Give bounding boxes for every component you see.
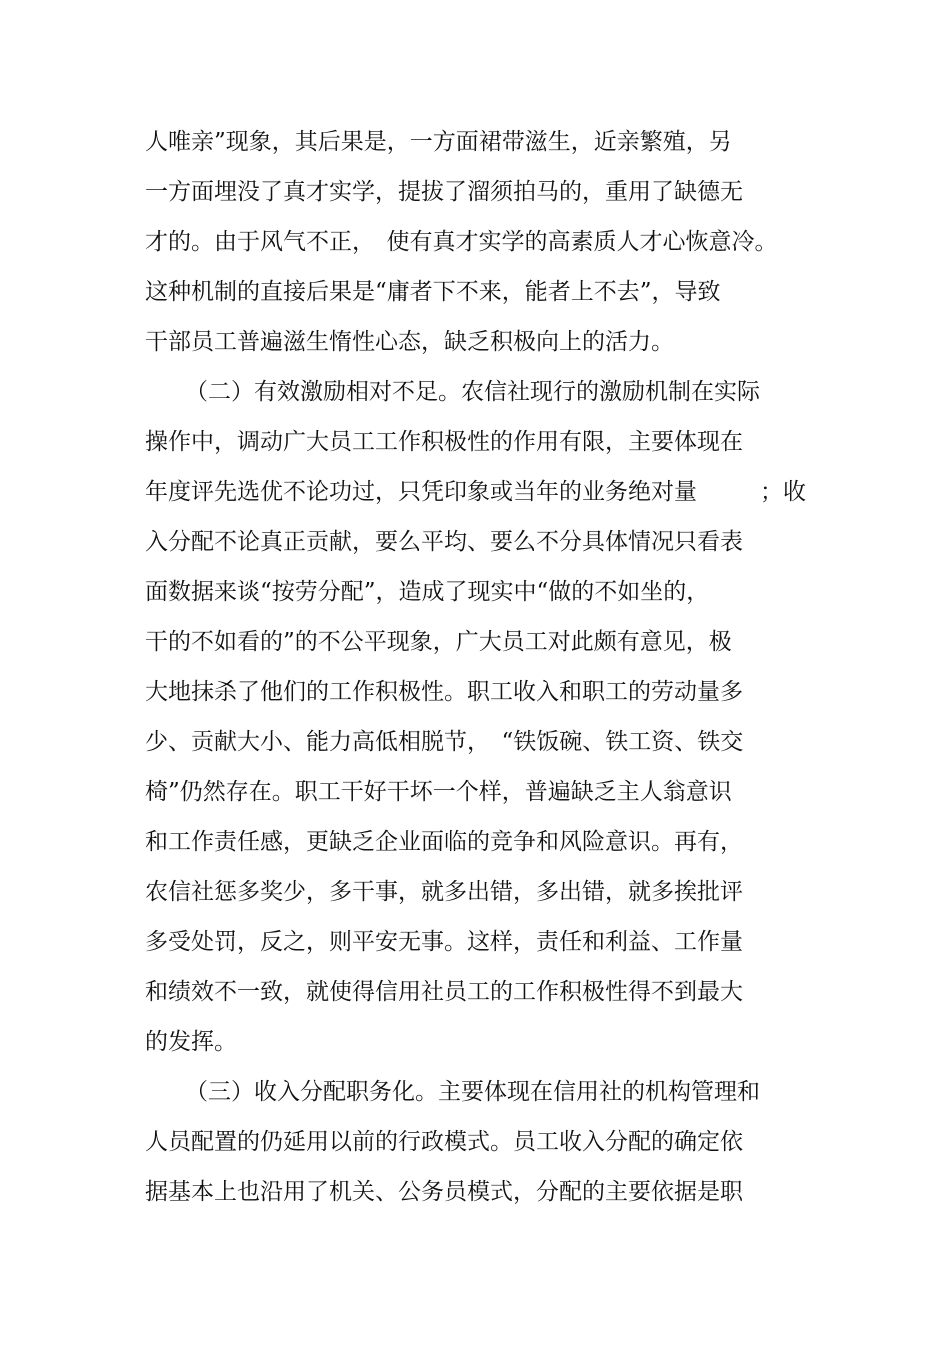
text-line: 一方面埋没了真才实学，提拔了溜须拍马的，重用了缺德无 bbox=[145, 179, 743, 205]
text-line: 的发挥。 bbox=[145, 1029, 237, 1055]
text-line: 这种机制的直接后果是“庸者下不来，能者上不去”，导致 bbox=[145, 279, 721, 305]
text-line: 干部员工普遍滋生惰性心态，缺乏积极向上的活力。 bbox=[145, 329, 674, 355]
text-line: 干的不如看的”的不公平现象，广大员工对此颇有意见，极 bbox=[145, 629, 732, 655]
text-line: 年度评先选优不论功过，只凭印象或当年的业务绝对量 bbox=[145, 479, 697, 505]
text-line: 农信社惩多奖少，多干事，就多出错，多出错，就多挨批评 bbox=[145, 879, 743, 905]
text-line: 大地抹杀了他们的工作积极性。职工收入和职工的劳动量多 bbox=[145, 679, 743, 705]
text-line: 人唯亲”现象，其后果是，一方面裙带滋生，近亲繁殖，另 bbox=[145, 129, 732, 155]
text-line: 面数据来谈“按劳分配”，造成了现实中“做的不如坐的， bbox=[145, 579, 710, 605]
text-line: 和工作责任感，更缺乏企业面临的竞争和风险意识。再有， bbox=[145, 829, 743, 855]
text-line: 多受处罚，反之，则平安无事。这样，责任和利益、工作量 bbox=[145, 929, 743, 955]
text-line: 椅”仍然存在。职工干好干坏一个样，普遍缺乏主人翁意识 bbox=[145, 779, 732, 805]
text-line: 人员配置的仍延用以前的行政模式。员工收入分配的确定依 bbox=[145, 1129, 743, 1155]
text-line: 据基本上也沿用了机关、公务员模式，分配的主要依据是职 bbox=[145, 1179, 743, 1205]
text-line: 操作中，调动广大员工工作积极性的作用有限，主要体现在 bbox=[145, 429, 743, 455]
text-line: 入分配不论真正贡献，要么平均、要么不分具体情况只看表 bbox=[145, 529, 743, 555]
section-heading-line: （三）收入分配职务化。主要体现在信用社的机构管理和 bbox=[185, 1079, 760, 1105]
text-line: 少、贡献大小、能力高低相脱节， “铁饭碗、铁工资、铁交 bbox=[145, 729, 744, 755]
text-line-tail: ；收 bbox=[760, 479, 806, 505]
text-line: 和绩效不一致，就使得信用社员工的工作积极性得不到最大 bbox=[145, 979, 743, 1005]
section-heading-line: （二）有效激励相对不足。农信社现行的激励机制在实际 bbox=[185, 379, 760, 405]
text-line: 才的。由于风气不正， 使有真才实学的高素质人才心恢意冷。 bbox=[145, 229, 778, 255]
